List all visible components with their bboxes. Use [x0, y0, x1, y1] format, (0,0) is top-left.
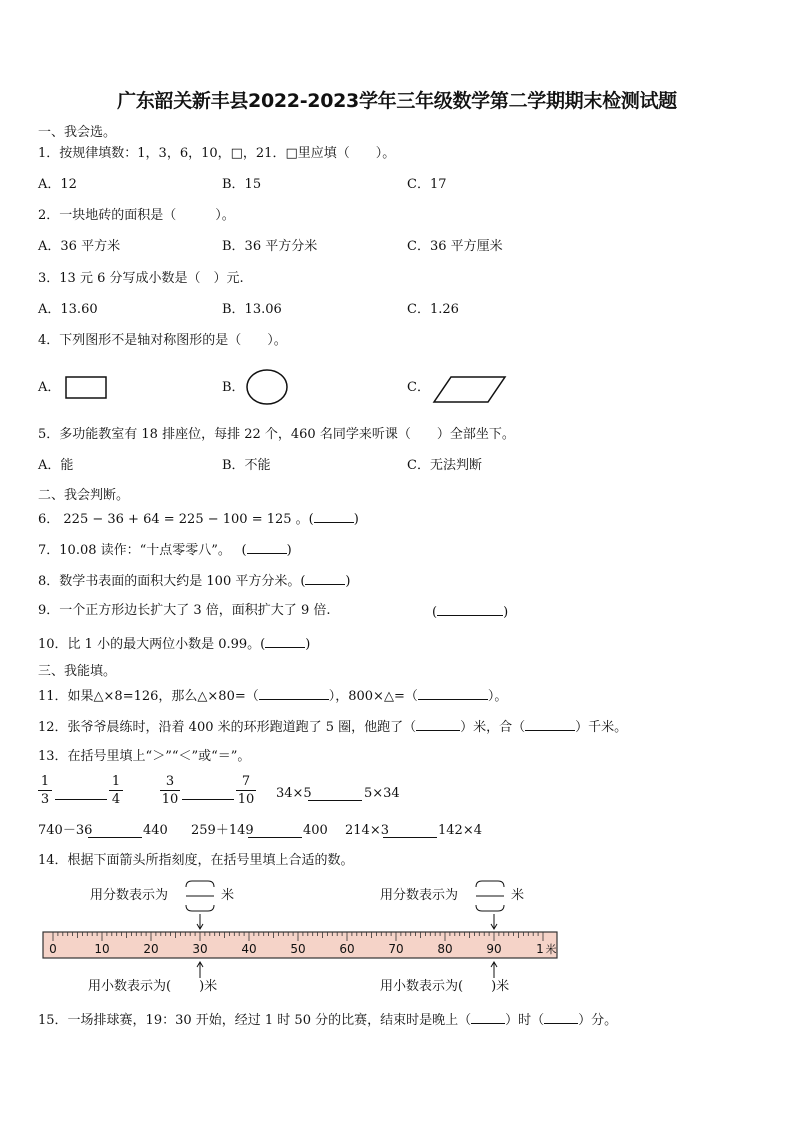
- fraction-answer-right[interactable]: [472, 879, 512, 915]
- fraction-1-3: [38, 773, 52, 808]
- q1-option-b[interactable]: B．15: [222, 177, 262, 192]
- q4-option-a[interactable]: A．: [38, 380, 61, 395]
- q12-part-2: ）米，合（: [460, 720, 526, 735]
- q11-answer-blank-1[interactable]: [259, 686, 329, 700]
- page-title: 广东韶关新丰县2022-2023学年三年级数学第二学期期末检测试题: [117, 90, 677, 112]
- fraction-1-4: [109, 773, 123, 808]
- fraction-numerator: 7: [241, 774, 251, 789]
- q4-option-c[interactable]: C．: [407, 380, 430, 395]
- section-heading-2: 二、我会判断。: [38, 488, 130, 503]
- ruler-tick-label: 80: [437, 942, 453, 956]
- arrow-down-icon: [491, 914, 497, 929]
- fraction-numerator: 1: [111, 774, 121, 789]
- compare-blank-5[interactable]: [248, 837, 302, 838]
- q10-answer-blank[interactable]: [265, 634, 305, 648]
- question-2: 2．一块地砖的面积是（ ）。: [38, 208, 235, 223]
- q1-option-c[interactable]: C．17: [407, 177, 447, 192]
- decimal-answer-right: [380, 978, 509, 996]
- question-10: [38, 634, 310, 654]
- fraction-3-10: [160, 773, 180, 808]
- arrow-down-icon: [197, 914, 203, 929]
- section-heading-1: 一、我会选。: [38, 125, 117, 140]
- decimal-close-right: )米: [491, 979, 510, 994]
- q2-option-c[interactable]: C．36 平方厘米: [407, 239, 503, 254]
- q4-option-b[interactable]: B．: [222, 380, 245, 395]
- fraction-7-10: [236, 773, 256, 808]
- question-13: 13．在括号里填上“＞”“＜”或“＝”。: [38, 749, 251, 764]
- q12-answer-blank-1[interactable]: [416, 717, 460, 731]
- section-heading-3: 三、我能填。: [38, 664, 117, 679]
- q7-close: ): [286, 543, 292, 558]
- q2-option-a[interactable]: A．36 平方米: [38, 239, 121, 254]
- q9-close: ): [503, 605, 509, 620]
- ruler-tick-label: 60: [339, 942, 355, 956]
- rectangle-shape: [64, 375, 110, 403]
- expr-259+149: 259＋149: [191, 823, 254, 838]
- question-8: [38, 571, 351, 591]
- question-6: [38, 509, 359, 529]
- q15-part-1: 15．一场排球赛，19：30 开始，经过 1 时 50 分的比赛，结束时是晚上（: [38, 1013, 472, 1028]
- expr-740-36: 740－36: [38, 823, 93, 838]
- q2-option-b[interactable]: B．36 平方分米: [222, 239, 318, 254]
- unit-right: 米: [511, 888, 525, 903]
- q15-part-3: ）分。: [578, 1013, 618, 1028]
- q6-close: ): [353, 512, 359, 527]
- question-5: 5．多功能教室有 18 排座位，每排 22 个，460 名同学来听课（ ）全部坐下。: [38, 427, 515, 442]
- q9-answer: [432, 602, 508, 622]
- ruler-tick-label: 30: [192, 942, 208, 956]
- fraction-numerator: 3: [165, 774, 175, 789]
- ruler-tick-label: 90: [486, 942, 502, 956]
- fraction-answer-left[interactable]: [182, 879, 222, 915]
- ruler-tick-label: 0: [49, 942, 57, 956]
- fraction-denominator: 4: [111, 792, 121, 807]
- q1-option-a[interactable]: A．12: [38, 177, 77, 192]
- q5-option-b[interactable]: B．不能: [222, 458, 271, 473]
- ruler-tick-label: 10: [94, 942, 110, 956]
- q8-answer-blank[interactable]: [305, 571, 345, 585]
- compare-blank-3[interactable]: [308, 800, 362, 801]
- parallelogram-shape: [432, 375, 510, 405]
- expr-142x4: 142×4: [438, 823, 482, 838]
- q12-part-1: 12．张爷爷晨练时，沿着 400 米的环形跑道跑了 5 圈，他跑了（: [38, 720, 417, 735]
- ruler-tick-label: 50: [290, 942, 306, 956]
- q11-part-1: 11．如果△×8=126，那么△×80=（: [38, 689, 259, 704]
- q5-option-a[interactable]: A．能: [38, 458, 74, 473]
- fraction-numerator: 1: [40, 774, 50, 789]
- expr-214x3: 214×3: [345, 823, 389, 838]
- q11-answer-blank-2[interactable]: [418, 686, 488, 700]
- arrow-up-icon: [491, 962, 497, 978]
- question-3: 3．13 元 6 分写成小数是（ ）元.: [38, 271, 244, 286]
- q12-answer-blank-2[interactable]: [525, 717, 575, 731]
- q3-option-c[interactable]: C．1.26: [407, 302, 459, 317]
- q11-part-2: ），800×△=（: [328, 689, 418, 704]
- question-12: [38, 717, 627, 737]
- fraction-label-right: 用分数表示为: [380, 888, 459, 903]
- q15-answer-blank-2[interactable]: [544, 1010, 578, 1024]
- q6-text: 6． 225 − 36 + 64 = 225 − 100 = 125 。(: [38, 512, 314, 527]
- compare-blank-4[interactable]: [88, 837, 142, 838]
- circle-shape: [245, 368, 291, 408]
- compare-blank-6[interactable]: [383, 837, 437, 838]
- q6-answer-blank[interactable]: [314, 509, 354, 523]
- meter-ruler: [40, 912, 564, 984]
- ruler-tick-label: 1: [536, 942, 544, 956]
- question-7: [38, 540, 292, 560]
- question-15: [38, 1010, 617, 1030]
- q5-option-c[interactable]: C．无法判断: [407, 458, 482, 473]
- ruler-tick-label: 20: [143, 942, 159, 956]
- q11-part-3: ）。: [487, 689, 508, 704]
- question-9: 9．一个正方形边长扩大了 3 倍，面积扩大了 9 倍.: [38, 603, 331, 618]
- ruler-tick-label: 70: [388, 942, 404, 956]
- compare-blank-2[interactable]: [182, 799, 234, 800]
- compare-blank-1[interactable]: [55, 799, 107, 800]
- expr-34x5: 34×5: [276, 786, 312, 801]
- q12-part-3: ）千米。: [575, 720, 628, 735]
- question-4: 4．下列图形不是轴对称图形的是（ ）。: [38, 333, 287, 348]
- q8-close: ): [345, 574, 351, 589]
- q15-answer-blank-1[interactable]: [471, 1010, 505, 1024]
- decimal-close-left: )米: [199, 979, 218, 994]
- question-14: 14．根据下面箭头所指刻度，在括号里填上合适的数。: [38, 853, 354, 868]
- q3-option-b[interactable]: B．13.06: [222, 302, 282, 317]
- q10-text: 10．比 1 小的最大两位小数是 0.99。(: [38, 637, 266, 652]
- expr-5x34: 5×34: [364, 786, 400, 801]
- decimal-answer-left: [88, 978, 217, 996]
- fraction-denominator: 10: [161, 792, 179, 807]
- fraction-denominator: 3: [40, 792, 50, 807]
- arrow-up-icon: [197, 962, 203, 978]
- q7-answer-blank[interactable]: [247, 540, 287, 554]
- decimal-label-right: 用小数表示为(: [380, 979, 464, 994]
- question-11: [38, 686, 507, 706]
- q10-close: ): [305, 637, 311, 652]
- q9-answer-blank[interactable]: [437, 602, 503, 616]
- expr-400: 400: [303, 823, 328, 838]
- fraction-denominator: 10: [237, 792, 255, 807]
- q9-open: (: [432, 605, 438, 620]
- q15-part-2: ）时（: [505, 1013, 545, 1028]
- ruler-unit-label: 米: [545, 943, 557, 956]
- q7-text: 7．10.08 读作：“十点零零八”。 (: [38, 543, 247, 558]
- q8-text: 8．数学书表面的面积大约是 100 平方分米。(: [38, 574, 306, 589]
- q3-option-a[interactable]: A．13.60: [38, 302, 98, 317]
- question-1: 1．按规律填数：1，3，6，10，□，21．□里应填（ ）。: [38, 146, 396, 161]
- ruler-tick-label: 40: [241, 942, 257, 956]
- expr-440: 440: [143, 823, 168, 838]
- fraction-label-left: 用分数表示为: [90, 888, 169, 903]
- unit-left: 米: [221, 888, 235, 903]
- decimal-label-left: 用小数表示为(: [88, 979, 172, 994]
